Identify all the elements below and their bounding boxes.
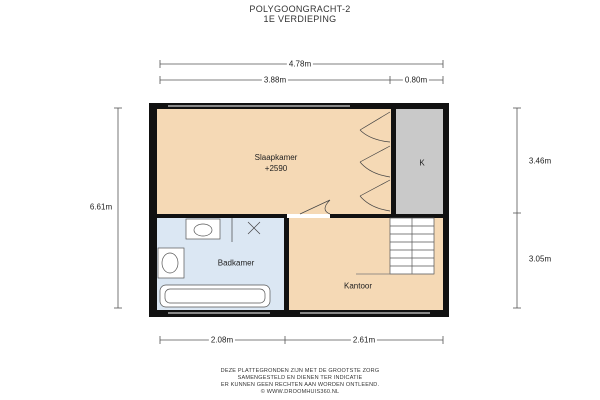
- staircase: [390, 218, 434, 274]
- disclaimer-line-1: DEZE PLATTEGRONDEN ZIJN MET DE GROOTSTE ZORG: [220, 368, 380, 374]
- disclaimer-line-2: SAMENGESTELD EN DIENEN TER INDICATIE: [237, 375, 363, 381]
- dim-total-width: 4.78m: [288, 59, 312, 69]
- floorplan-address: POLYGOONGRACHT-2: [249, 4, 351, 14]
- floor-level: 1E VERDIEPING: [263, 14, 337, 24]
- room-closet: K: [419, 158, 425, 168]
- dim-total-height: 6.61m: [89, 202, 113, 212]
- room-office: Kantoor: [343, 281, 373, 291]
- disclaimer-line-4: © WWW.DROOMHUIS360.NL: [260, 389, 340, 395]
- dim-top-right-width: 0.80m: [404, 75, 428, 85]
- dim-upper-height: 3.46m: [528, 156, 552, 166]
- room-bedroom-note: +2590: [264, 164, 288, 173]
- dim-bottom-left-width: 2.08m: [210, 335, 234, 345]
- disclaimer-line-3: ER KUNNEN GEEN RECHTEN AAN WORDEN ONTLEEND.: [220, 382, 380, 388]
- dim-lower-height: 3.05m: [528, 254, 552, 264]
- room-bedroom-name: Slaapkamer: [254, 153, 298, 162]
- dim-top-left-width: 3.88m: [263, 75, 287, 85]
- disclaimer: [0, 368, 600, 396]
- room-bedroom: [255, 152, 298, 174]
- room-bathroom: Badkamer: [217, 258, 255, 268]
- dim-bottom-right-width: 2.61m: [352, 335, 376, 345]
